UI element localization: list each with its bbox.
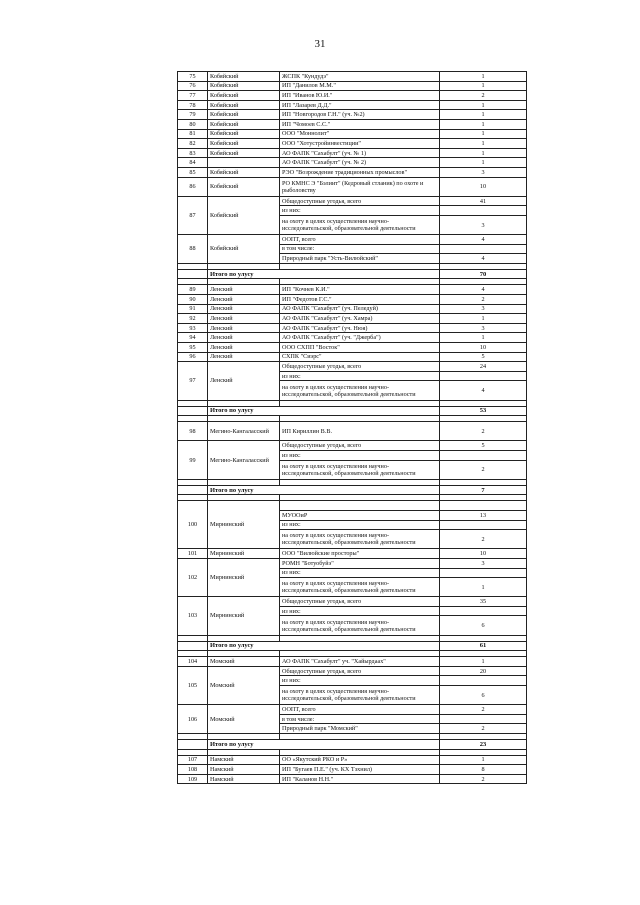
organization-name: РО КМНС Э "Бэлиит" (Кедровый стланик) по охоте и рыболовству [280,177,440,196]
table-row [178,304,527,314]
quota-value [440,450,527,460]
quota-value [440,568,527,578]
organization-name: ИП "Бугаев П.Е." (уч. КХ Тэхнил) [280,765,440,775]
row-number: 94 [178,333,208,343]
organization-name: на охоту в целях осуществления научно-исследовательской, образовательной деятельности [280,460,440,479]
organization-name: на охоту в целях осуществления научно-исследовательской, образовательной деятельности [280,530,440,549]
table-row [178,139,527,149]
district-name: Ленский [208,285,280,295]
table-row [178,558,527,568]
district-name: Момский [208,705,280,734]
quota-value: 41 [440,196,527,206]
table-body [178,72,527,784]
quota-value: 1 [440,129,527,139]
row-number: 98 [178,422,208,441]
organization-name: ИП "Иванов Ю.И." [280,91,440,101]
quota-value: 13 [440,510,527,520]
row-number: 93 [178,323,208,333]
district-name: Кобяйский [208,148,280,158]
organization-name: ООО "Хотустройинвестиции" [280,139,440,149]
table-row [178,148,527,158]
table-row [178,657,527,667]
quota-value: 10 [440,549,527,559]
quota-value: 3 [440,215,527,234]
subtotal-value: 23 [440,740,527,750]
organization-name: Общедоступные угодья, всего [280,362,440,372]
organization-name: из них: [280,520,440,530]
organization-name: ИП "Чомоев С.С." [280,119,440,129]
empty-cell [178,406,208,416]
quota-value: 1 [440,72,527,82]
district-name: Намский [208,755,280,765]
district-name: Кобяйский [208,100,280,110]
organization-name: Общедоступные угодья, всего [280,597,440,607]
quota-value [440,244,527,254]
quota-value: 4 [440,381,527,400]
organization-name: в том числе: [280,244,440,254]
district-name: Кобяйский [208,177,280,196]
district-name: Ленский [208,295,280,305]
district-name: Кобяйский [208,119,280,129]
district-name: Мирнинский [208,558,280,596]
hunting-quota-table [177,71,527,784]
quota-value: 2 [440,91,527,101]
organization-name: АО ФАПК "Сахабулт" (уч. № 1) [280,148,440,158]
subtotal-label: Итого по улусу [208,485,440,495]
quota-value: 2 [440,774,527,784]
district-name: Ленский [208,343,280,353]
quota-value [440,714,527,724]
organization-name: МУООиР [280,510,440,520]
subtotal-value: 7 [440,485,527,495]
district-name: Намский [208,765,280,775]
quota-value: 2 [440,705,527,715]
district-name: Намский [208,774,280,784]
table-row [178,333,527,343]
row-number: 107 [178,755,208,765]
row-number: 88 [178,235,208,264]
table-row [178,295,527,305]
empty-cell [178,641,208,651]
organization-name: в том числе: [280,714,440,724]
row-number: 79 [178,110,208,120]
row-number: 100 [178,501,208,549]
organization-name [280,501,440,511]
table-row [178,314,527,324]
row-number: 104 [178,657,208,667]
quota-value: 1 [440,119,527,129]
empty-cell [178,269,208,279]
table-row [178,235,527,245]
quota-value: 1 [440,333,527,343]
row-number: 105 [178,666,208,704]
table-row [178,110,527,120]
subtotal-row [178,485,527,495]
table-row [178,705,527,715]
organization-name: РОМН "Ботуобуйэ" [280,558,440,568]
organization-name: из них: [280,371,440,381]
organization-name: ИП "Данилов М.М." [280,81,440,91]
quota-value: 2 [440,460,527,479]
table-row [178,362,527,372]
subtotal-label: Итого по улусу [208,740,440,750]
row-number: 81 [178,129,208,139]
row-number: 99 [178,441,208,479]
organization-name: ИП "Новгородов Г.Н." (уч. №2) [280,110,440,120]
organization-name: на охоту в целях осуществления научно-исследовательской, образовательной деятельности [280,686,440,705]
row-number: 75 [178,72,208,82]
organization-name: ИП "Каланов Н.Н." [280,774,440,784]
table-row [178,81,527,91]
quota-value [440,501,527,511]
district-name: Кобяйский [208,196,280,234]
table-row [178,549,527,559]
row-number: 76 [178,81,208,91]
quota-value: 3 [440,167,527,177]
organization-name: Общедоступные угодья, всего [280,666,440,676]
organization-name: ОО «Якутский РКО и Р» [280,755,440,765]
district-name: Кобяйский [208,129,280,139]
row-number: 90 [178,295,208,305]
organization-name: Природный парк "Усть-Вилюйский" [280,254,440,264]
district-name: Ленский [208,352,280,362]
organization-name: Природный парк "Момский" [280,724,440,734]
district-name: Ленский [208,333,280,343]
organization-name: ЖСПК "Кундудэ" [280,72,440,82]
organization-name: ИП Кириллин В.В. [280,422,440,441]
quota-value: 5 [440,441,527,451]
row-number: 84 [178,158,208,168]
quota-value: 1 [440,755,527,765]
organization-name: АО ФАПК "Сахабулт" (уч. Хамра) [280,314,440,324]
organization-name: АО ФАПК "Сахабулт" (уч. Нюя) [280,323,440,333]
quota-value: 3 [440,558,527,568]
quota-value [440,371,527,381]
table-row [178,323,527,333]
row-number: 89 [178,285,208,295]
district-name: Мирнинский [208,549,280,559]
table-row [178,158,527,168]
table-row [178,343,527,353]
empty-cell [178,485,208,495]
table-row [178,774,527,784]
quota-value: 35 [440,597,527,607]
district-name: Кобяйский [208,110,280,120]
district-name: Мирнинский [208,597,280,635]
row-number: 91 [178,304,208,314]
row-number: 102 [178,558,208,596]
quota-value [440,206,527,216]
subtotal-label: Итого по улусу [208,641,440,651]
quota-value: 1 [440,578,527,597]
quota-value: 2 [440,724,527,734]
quota-value: 1 [440,148,527,158]
district-name: Мирнинский [208,501,280,549]
organization-name: АО ФАПК "Сахабулт" (уч. "Джерба") [280,333,440,343]
quota-value: 6 [440,616,527,635]
organization-name: ООО "Моннолит" [280,129,440,139]
row-number: 87 [178,196,208,234]
organization-name: из них: [280,568,440,578]
organization-name: АО ФАПК "Сахабулт" уч. "Хайырдаах" [280,657,440,667]
quota-value: 4 [440,285,527,295]
quota-value: 10 [440,343,527,353]
row-number: 82 [178,139,208,149]
district-name: Кобяйский [208,167,280,177]
organization-name: ООПТ, всего [280,705,440,715]
quota-value: 1 [440,81,527,91]
organization-name: на охоту в целях осуществления научно-исследовательской, образовательной деятельности [280,616,440,635]
quota-value: 4 [440,235,527,245]
table-row [178,167,527,177]
table-row [178,352,527,362]
subtotal-row [178,740,527,750]
organization-name: ИП "Лазарев Д.Д." [280,100,440,110]
district-name: Момский [208,657,280,667]
subtotal-label: Итого по улусу [208,269,440,279]
table-row [178,501,527,511]
table-row [178,441,527,451]
subtotal-value: 61 [440,641,527,651]
table-row [178,91,527,101]
organization-name: из них: [280,206,440,216]
quota-value: 1 [440,657,527,667]
table-row [178,755,527,765]
table-row [178,765,527,775]
district-name: Ленский [208,323,280,333]
district-name: Кобяйский [208,139,280,149]
row-number: 109 [178,774,208,784]
district-name: Кобяйский [208,235,280,264]
empty-cell [178,740,208,750]
quota-value: 6 [440,686,527,705]
table-row [178,422,527,441]
row-number: 86 [178,177,208,196]
row-number: 95 [178,343,208,353]
organization-name: Общедоступные угодья, всего [280,441,440,451]
subtotal-value: 53 [440,406,527,416]
organization-name: РЭО "Возрождение традиционных промыслов" [280,167,440,177]
organization-name: ИП "Федотов Г.С." [280,295,440,305]
district-name: Ленский [208,304,280,314]
quota-value: 20 [440,666,527,676]
organization-name: АО ФАПК "Сахабулт" (уч. Пеледуй) [280,304,440,314]
quota-value: 2 [440,295,527,305]
row-number: 103 [178,597,208,635]
district-name: Кобяйский [208,81,280,91]
quota-value: 1 [440,158,527,168]
quota-value: 10 [440,177,527,196]
row-number: 96 [178,352,208,362]
district-name: Мегино-Кангаласский [208,422,280,441]
district-name: Ленский [208,314,280,324]
organization-name: СХПК "Сиэрс" [280,352,440,362]
organization-name: ООО "Вилюйские просторы" [280,549,440,559]
subtotal-row [178,406,527,416]
table-row [178,129,527,139]
table-row [178,666,527,676]
table-row [178,119,527,129]
quota-value: 1 [440,100,527,110]
organization-name: из них: [280,606,440,616]
organization-name: Общедоступные угодья, всего [280,196,440,206]
organization-name: ИП "Кочнев К.И." [280,285,440,295]
subtotal-label: Итого по улусу [208,406,440,416]
subtotal-row [178,641,527,651]
organization-name: ООО СХПП "Восток" [280,343,440,353]
table-row [178,285,527,295]
row-number: 80 [178,119,208,129]
row-number: 78 [178,100,208,110]
row-number: 106 [178,705,208,734]
row-number: 85 [178,167,208,177]
quota-value: 1 [440,110,527,120]
row-number: 97 [178,362,208,400]
quota-value: 4 [440,254,527,264]
organization-name: ООПТ, всего [280,235,440,245]
organization-name: на охоту в целях осуществления научно-исследовательской, образовательной деятельности [280,381,440,400]
row-number: 77 [178,91,208,101]
organization-name: АО ФАПК "Сахабулт" (уч. № 2) [280,158,440,168]
quota-value: 1 [440,139,527,149]
table-row [178,177,527,196]
district-name: Момский [208,666,280,704]
quota-value: 2 [440,530,527,549]
table-row [178,196,527,206]
subtotal-value: 70 [440,269,527,279]
quota-value: 8 [440,765,527,775]
row-number: 108 [178,765,208,775]
row-number: 92 [178,314,208,324]
district-name [208,158,280,168]
district-name: Мегино-Кангаласский [208,441,280,479]
quota-value: 3 [440,304,527,314]
quota-value [440,676,527,686]
district-name: Ленский [208,362,280,400]
quota-value [440,606,527,616]
table-row [178,597,527,607]
quota-value: 5 [440,352,527,362]
page-number: 31 [314,38,326,50]
quota-value [440,520,527,530]
organization-name: на охоту в целях осуществления научно-исследовательской, образовательной деятельности [280,578,440,597]
organization-name: из них: [280,676,440,686]
row-number: 101 [178,549,208,559]
district-name: Кобяйский [208,91,280,101]
quota-value: 24 [440,362,527,372]
table-row [178,72,527,82]
quota-value: 2 [440,422,527,441]
organization-name: на охоту в целях осуществления научно-исследовательской, образовательной деятельности [280,215,440,234]
organization-name: из них: [280,450,440,460]
district-name: Кобяйский [208,72,280,82]
table-row [178,100,527,110]
subtotal-row [178,269,527,279]
quota-value: 1 [440,314,527,324]
row-number: 83 [178,148,208,158]
quota-value: 3 [440,323,527,333]
